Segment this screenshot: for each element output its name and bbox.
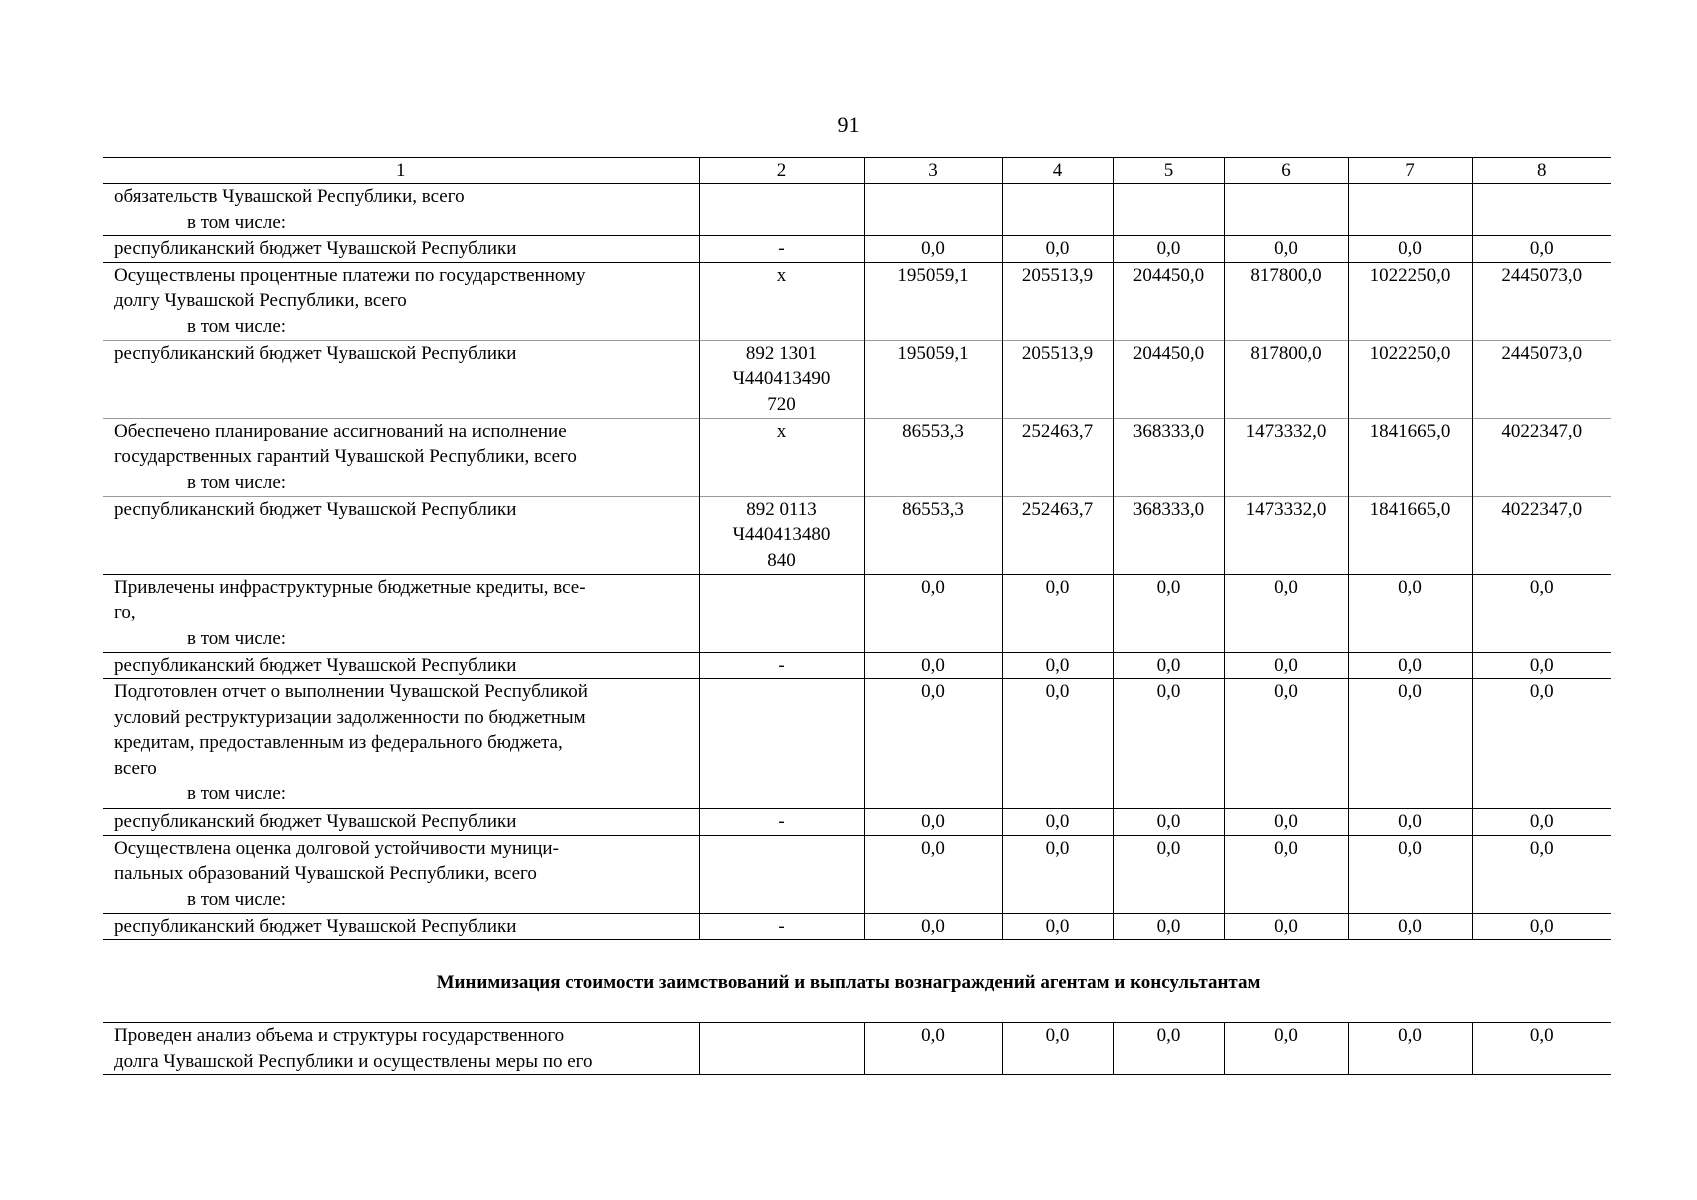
table-row	[103, 340, 1611, 418]
value-cell: 0,0	[864, 679, 1002, 809]
value-cell: 0,0	[1224, 679, 1348, 809]
budget-code-cell	[699, 1023, 864, 1075]
value-cell	[1002, 184, 1113, 236]
table-row	[103, 1023, 1611, 1075]
value-cell: 817800,0	[1224, 262, 1348, 340]
budget-code-line: х	[776, 264, 787, 286]
column-header: 1	[103, 158, 699, 184]
value-cell: 0,0	[1529, 576, 1554, 598]
value-cell	[1472, 184, 1611, 236]
row-description	[103, 652, 699, 679]
value-cell: 1022250,0	[1348, 340, 1472, 418]
row-description	[103, 574, 699, 652]
value-cell: 0,0	[1348, 835, 1472, 913]
value-cell: 0,0	[1348, 1023, 1472, 1075]
value-cell: 2445073,0	[1501, 342, 1583, 364]
value-cell: 0,0	[1348, 913, 1472, 940]
table-row	[103, 236, 1611, 263]
value-cell: 0,0	[864, 835, 1002, 913]
description-line: условий реструктуризации задолженности по бюджетным	[114, 706, 586, 728]
section-heading: Минимизация стоимости заимствований и выплаты вознаграждений агентам и консультантам	[436, 972, 1261, 993]
value-cell: 0,0	[1002, 913, 1113, 940]
value-cell: 0,0	[1002, 236, 1113, 263]
value-cell: 1473332,0	[1224, 496, 1348, 574]
row-description	[103, 1023, 699, 1075]
row-description	[103, 809, 699, 836]
value-cell: 0,0	[1348, 574, 1472, 652]
value-cell: 368333,0	[1113, 496, 1224, 574]
in-that-number-label: в том числе:	[187, 471, 287, 493]
value-cell: 252463,7	[1002, 418, 1113, 496]
row-description	[103, 184, 699, 236]
value-cell: 0,0	[1002, 679, 1113, 809]
value-cell: 1022250,0	[1348, 262, 1472, 340]
value-cell: 0,0	[864, 574, 1002, 652]
value-cell: 0,0	[1002, 652, 1113, 679]
description-line: долга Чувашской Республики и осуществлены меры по его	[114, 1050, 593, 1072]
column-header: 7	[1348, 158, 1472, 184]
value-cell: 86553,3	[864, 496, 1002, 574]
value-cell: 1841665,0	[1348, 418, 1472, 496]
value-cell: 0,0	[1529, 915, 1554, 937]
value-cell: 2445073,0	[1501, 264, 1583, 286]
description-line: Осуществлена оценка долговой устойчивости муници-	[114, 837, 559, 859]
value-cell: 4022347,0	[1501, 420, 1583, 442]
description-line: государственных гарантий Чувашской Республики, всего	[114, 446, 577, 467]
value-cell: 1841665,0	[1348, 496, 1472, 574]
budget-code-line: 720	[767, 393, 796, 415]
budget-table	[103, 157, 1611, 940]
value-cell: 0,0	[1529, 238, 1554, 259]
value-cell: 0,0	[1002, 574, 1113, 652]
value-cell: 195059,1	[864, 340, 1002, 418]
page-number: 91	[837, 112, 860, 137]
value-cell: 204450,0	[1113, 340, 1224, 418]
description-line: долгу Чувашской Республики, всего	[114, 290, 407, 311]
budget-code-line: 892 1301	[745, 342, 818, 364]
value-cell: 0,0	[1348, 809, 1472, 836]
description-line: обязательств Чувашской Республики, всего	[114, 186, 465, 207]
value-cell: 1473332,0	[1224, 418, 1348, 496]
budget-code-line: -	[778, 654, 785, 676]
value-cell: 0,0	[864, 913, 1002, 940]
row-description	[103, 913, 699, 940]
table-row	[103, 184, 1611, 236]
value-cell: 0,0	[1224, 236, 1348, 263]
in-that-number-label: в том числе:	[187, 783, 287, 804]
description-line: республиканский бюджет Чувашской Республики	[114, 342, 517, 364]
value-cell: 368333,0	[1113, 418, 1224, 496]
budget-code-cell	[699, 835, 864, 913]
value-cell: 0,0	[1113, 835, 1224, 913]
value-cell: 0,0	[1224, 574, 1348, 652]
description-line: Обеспечено планирование ассигнований на исполнение	[114, 420, 567, 442]
budget-code-line: Ч440413480	[732, 524, 831, 545]
value-cell: 86553,3	[864, 418, 1002, 496]
budget-code-cell	[699, 913, 864, 940]
value-cell: 252463,7	[1002, 496, 1113, 574]
value-cell: 0,0	[1113, 809, 1224, 836]
value-cell: 0,0	[1002, 1023, 1113, 1075]
budget-code-line: Ч440413490	[732, 368, 831, 389]
value-cell: 0,0	[1113, 1023, 1224, 1075]
description-line: Осуществлены процентные платежи по государственному	[114, 264, 586, 286]
row-description	[103, 236, 699, 263]
value-cell: 4022347,0	[1501, 498, 1583, 520]
budget-code-line: -	[778, 238, 785, 259]
value-cell	[864, 184, 1002, 236]
value-cell	[1348, 184, 1472, 236]
description-line: республиканский бюджет Чувашской Республики	[114, 811, 517, 832]
table-row	[103, 496, 1611, 574]
value-cell: 204450,0	[1113, 262, 1224, 340]
value-cell: 0,0	[1113, 236, 1224, 263]
value-cell: 0,0	[1224, 652, 1348, 679]
budget-code-line: х	[776, 420, 787, 442]
row-description	[103, 496, 699, 574]
value-cell: 0,0	[1113, 913, 1224, 940]
column-number-row	[103, 158, 1611, 184]
budget-code-cell	[699, 679, 864, 809]
column-header: 3	[864, 158, 1002, 184]
value-cell: 0,0	[1529, 654, 1554, 676]
budget-code-cell	[699, 496, 864, 574]
description-line: республиканский бюджет Чувашской Республики	[114, 238, 517, 259]
value-cell: 0,0	[1224, 1023, 1348, 1075]
row-description	[103, 679, 699, 809]
row-description	[103, 340, 699, 418]
budget-code-cell	[699, 340, 864, 418]
description-line: Подготовлен отчет о выполнении Чувашской Республикой	[114, 681, 588, 702]
value-cell: 0,0	[1002, 835, 1113, 913]
budget-code-cell	[699, 184, 864, 236]
budget-code-cell	[699, 236, 864, 263]
table-row	[103, 679, 1611, 809]
in-that-number-label: в том числе:	[187, 627, 287, 649]
value-cell	[1224, 184, 1348, 236]
value-cell: 0,0	[1529, 811, 1554, 832]
description-line: кредитам, предоставленным из федерального бюджета,	[114, 732, 563, 753]
value-cell: 205513,9	[1002, 262, 1113, 340]
budget-code-cell	[699, 574, 864, 652]
description-line: республиканский бюджет Чувашской Республики	[114, 915, 517, 937]
value-cell: 0,0	[1224, 835, 1348, 913]
budget-code-line: 892 0113	[746, 498, 817, 520]
in-that-number-label: в том числе:	[187, 211, 287, 233]
column-header: 8	[1537, 160, 1547, 181]
budget-code-cell	[699, 652, 864, 679]
row-description	[103, 835, 699, 913]
table-row	[103, 809, 1611, 836]
description-line: республиканский бюджет Чувашской Республики	[114, 654, 517, 676]
column-header: 5	[1113, 158, 1224, 184]
description-line: пальных образований Чувашской Республики, всего	[114, 863, 537, 884]
row-description	[103, 262, 699, 340]
value-cell: 0,0	[864, 652, 1002, 679]
column-header: 2	[699, 158, 864, 184]
value-cell: 0,0	[1529, 837, 1554, 859]
budget-code-line: -	[778, 915, 785, 937]
value-cell: 0,0	[1348, 652, 1472, 679]
value-cell	[1113, 184, 1224, 236]
budget-code-cell	[699, 809, 864, 836]
budget-code-line: 840	[767, 549, 796, 571]
table-row	[103, 418, 1611, 496]
value-cell: 0,0	[1113, 574, 1224, 652]
budget-code-cell	[699, 418, 864, 496]
value-cell: 0,0	[1529, 681, 1554, 702]
description-line: республиканский бюджет Чувашской Республики	[114, 498, 517, 520]
value-cell: 817800,0	[1224, 340, 1348, 418]
description-line: Привлечены инфраструктурные бюджетные кредиты, все-	[114, 576, 586, 598]
budget-code-line: -	[778, 811, 785, 832]
row-description	[103, 418, 699, 496]
value-cell: 0,0	[1224, 913, 1348, 940]
budget-code-cell	[699, 262, 864, 340]
value-cell: 0,0	[1002, 809, 1113, 836]
continuation-table	[103, 1022, 1611, 1075]
table-row	[103, 652, 1611, 679]
value-cell: 0,0	[1529, 1025, 1554, 1046]
description-line: всего	[114, 757, 157, 779]
table-row	[103, 574, 1611, 652]
table-row	[103, 835, 1611, 913]
value-cell: 195059,1	[864, 262, 1002, 340]
description-line: го,	[114, 602, 136, 623]
value-cell: 0,0	[1348, 679, 1472, 809]
value-cell: 205513,9	[1002, 340, 1113, 418]
column-header: 6	[1224, 158, 1348, 184]
value-cell: 0,0	[864, 1023, 1002, 1075]
column-header: 4	[1002, 158, 1113, 184]
value-cell: 0,0	[864, 809, 1002, 836]
table-row	[103, 262, 1611, 340]
value-cell: 0,0	[1113, 652, 1224, 679]
value-cell: 0,0	[1348, 236, 1472, 263]
value-cell: 0,0	[1224, 809, 1348, 836]
description-line: Проведен анализ объема и структуры государственного	[114, 1025, 565, 1046]
in-that-number-label: в том числе:	[187, 888, 287, 910]
value-cell: 0,0	[864, 236, 1002, 263]
in-that-number-label: в том числе:	[187, 315, 287, 337]
value-cell: 0,0	[1113, 679, 1224, 809]
table-row	[103, 913, 1611, 940]
